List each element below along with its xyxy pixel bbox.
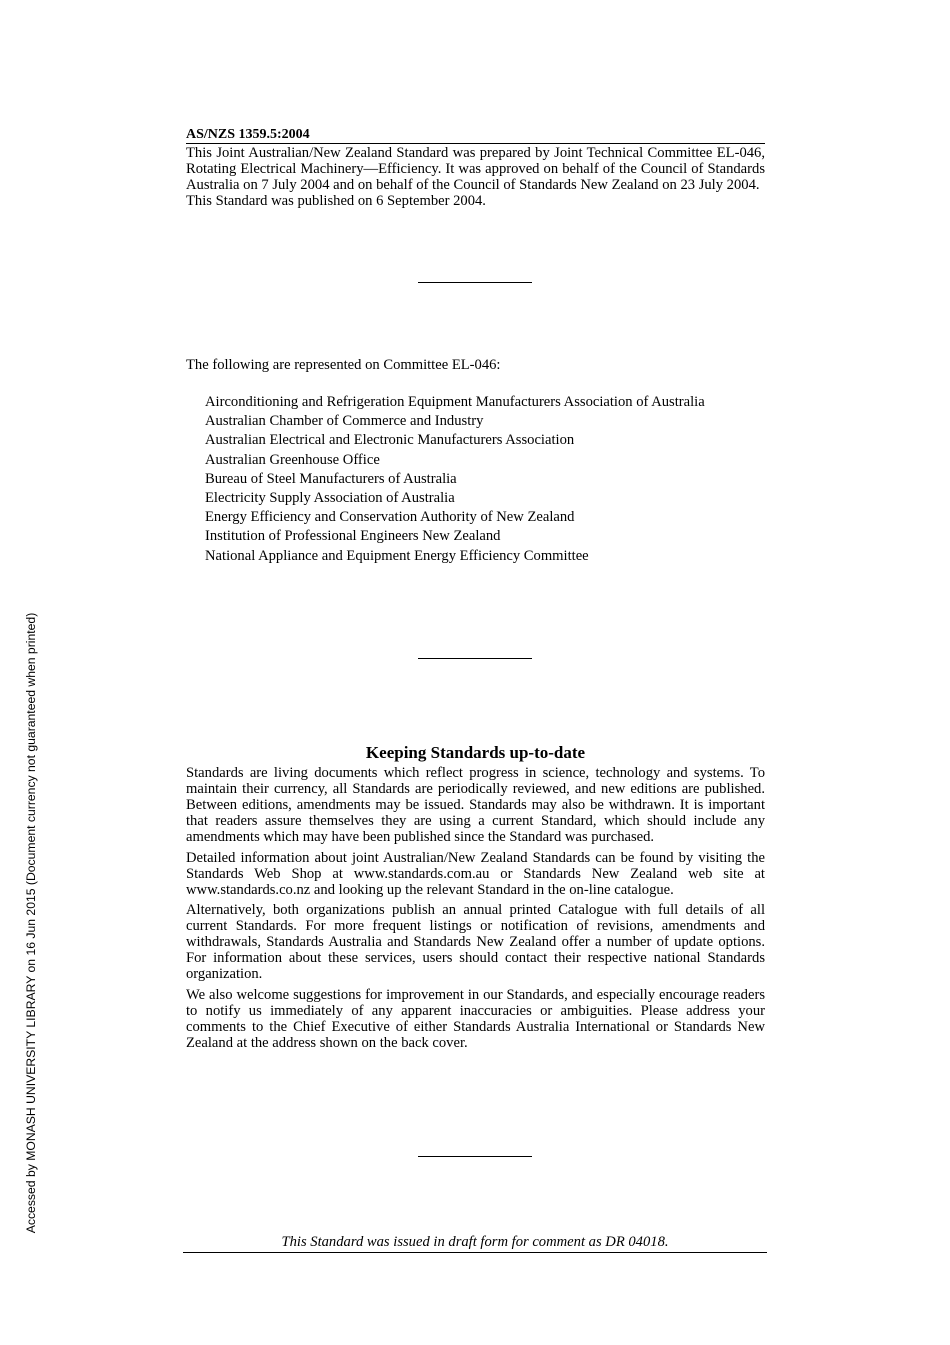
committee-member: Bureau of Steel Manufacturers of Australia xyxy=(205,470,457,487)
divider-2 xyxy=(418,658,532,659)
divider-1 xyxy=(418,282,532,283)
keeping-standards-title: Keeping Standards up-to-date xyxy=(365,743,586,762)
keeping-paragraph: Detailed information about joint Australian/New Zealand Standards can be found by visiting the Standards Web Shop at www.standards.com.au or Standards New Zealand web site at www.standards.co.nz and looking up the relevant Standard in the on-line catalogue. xyxy=(186,849,765,898)
keeping-paragraph: Alternatively, both organizations publish an annual printed Catalogue with full details of all current Standards. For more frequent listings or notification of revisions, amendments and withdrawals, Standards Australia and Standards New Zealand offer a number of update options. For information about these services, users should contact their respective national Standards organization. xyxy=(186,902,765,982)
committee-member: Australian Electrical and Electronic Manufacturers Association xyxy=(205,432,575,449)
divider-3 xyxy=(418,1156,532,1157)
access-note-text: Accessed by MONASH UNIVERSITY LIBRARY on 16 Jun 2015 (Document currency not guaranteed when printed) xyxy=(24,612,38,1234)
draft-note: This Standard was issued in draft form for comment as DR 04018. xyxy=(183,1233,767,1253)
intro-published-text: This Standard was published on 6 September 2004. xyxy=(186,193,486,209)
intro-prepared-text: This Joint Australian/New Zealand Standard was prepared by Joint Technical Committee EL-046, Rotating Electrical Machinery—Efficiency. It was approved on behalf of the Council of Standards Australia on 7 July 2004 and on behalf of the Council of Standards New Zealand on 23 July 2004. xyxy=(186,145,765,193)
committee-heading: The following are represented on Committee EL-046: xyxy=(186,357,501,373)
keeping-paragraph: Standards are living documents which reflect progress in science, technology and systems. To maintain their currency, all Standards are periodically reviewed, and new editions are published. Between editions, amendments may be issued. Standards may also be withdrawn. It is important that readers assure themselves they are using a current Standard, which should include any amendments which may have been published since the Standard was purchased. xyxy=(186,765,765,845)
committee-member: Australian Greenhouse Office xyxy=(205,451,380,468)
intro-section xyxy=(186,145,765,209)
keeping-paragraph: We also welcome suggestions for improvement in our Standards, and especially encourage readers to notify us immediately of any apparent inaccuracies or ambiguities. Please address your comments to the Chief Executive of either Standards Australia International or Standards New Zealand at the address shown on the back cover. xyxy=(186,986,765,1051)
committee-member-list xyxy=(205,393,765,566)
committee-member: National Appliance and Equipment Energy Efficiency Committee xyxy=(205,547,589,564)
keeping-standards-section xyxy=(186,765,765,1055)
committee-member: Institution of Professional Engineers New Zealand xyxy=(205,528,501,545)
committee-member: Australian Chamber of Commerce and Industry xyxy=(205,413,484,430)
committee-member: Airconditioning and Refrigeration Equipment Manufacturers Association of Australia xyxy=(205,394,705,410)
committee-member: Energy Efficiency and Conservation Authority of New Zealand xyxy=(205,509,575,526)
committee-member: Electricity Supply Association of Australia xyxy=(205,490,455,507)
standard-id: AS/NZS 1359.5:2004 xyxy=(186,126,765,144)
